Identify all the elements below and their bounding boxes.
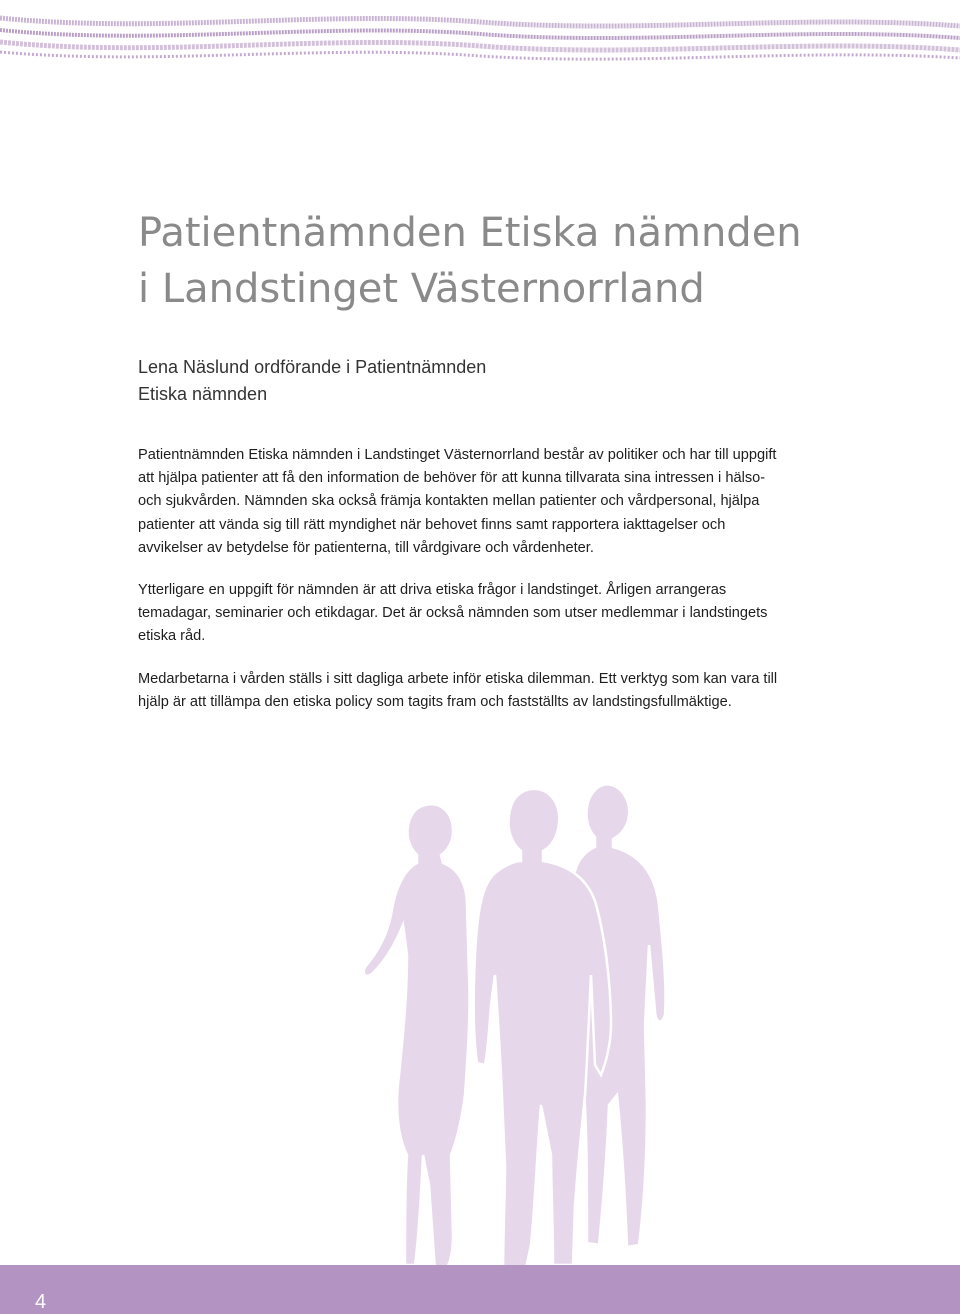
body-paragraph-2: Ytterligare en uppgift för nämnden är att driva etiska frågor i landstinget. Årligen arrangeras temadagar, seminarier och etikdagar. Det är också nämnden som utser medlemmar i landstingets etiska råd. [138,582,768,645]
byline-line-1: Lena Näslund ordförande i Patientnämnden [138,357,487,377]
byline-line-2: Etiska nämnden [138,384,268,404]
author-byline [138,354,898,408]
body-paragraph-1: Patientnämnden Etiska nämnden i Landstinget Västernorrland består av politiker och har till uppgift att hjälpa patienter att få den information de behöver för att kunna tillvarata sina intressen i hälso- och sjukvården. Nämnden ska också främja kontakten mellan patienter och vårdpersonal, hjälpa patienter att vända sig till rätt myndighet när behovet finns samt rapportera iakttagelser och avvikelser av betydelse för patienterna, till vårdgivare och vårdenheter. [138,447,777,556]
decorative-wave-header [0,0,960,80]
left-woman-silhouette [364,804,470,1271]
footer-bar [0,1265,960,1314]
page-number: 4 [35,1291,47,1313]
title-line-1: Patientnämnden Etiska nämnden [138,210,802,256]
body-text [138,444,786,733]
title-line-2: i Landstinget Västernorrland [138,266,705,312]
people-silhouette-illustration [355,775,685,1275]
body-paragraph-3: Medarbetarna i vården ställs i sitt dagliga arbete inför etiska dilemman. Ett verktyg som kan vara till hjälp är att tillämpa den etiska policy som tagits fram och fastställts av landstingsfullmäktige. [138,670,778,710]
page-title [138,205,898,317]
